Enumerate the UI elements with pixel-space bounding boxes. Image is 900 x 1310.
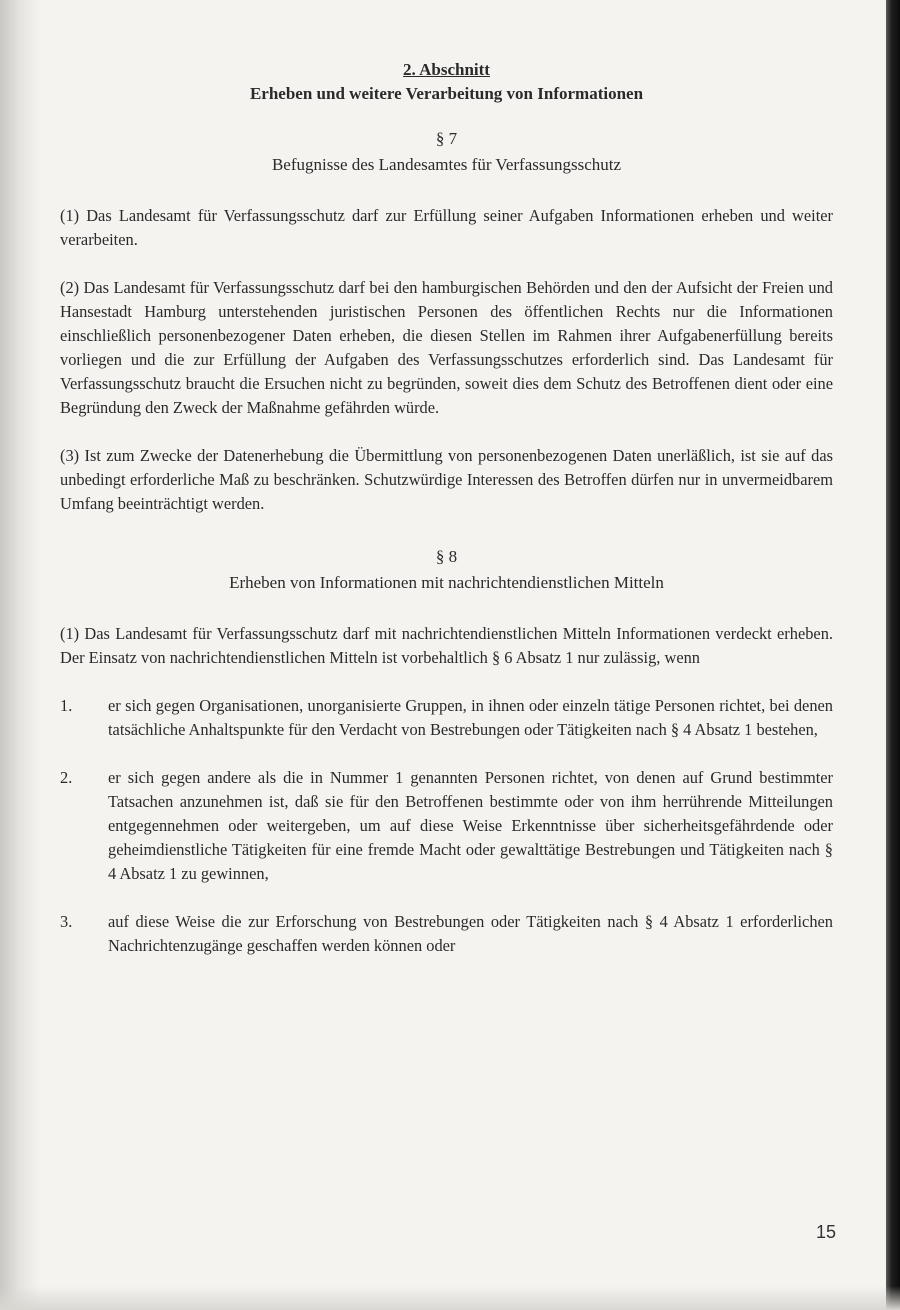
list-item xyxy=(60,766,833,886)
paragraph-7-absatz-3: (3) Ist zum Zwecke der Datenerhebung die Übermittlung von personenbezogenen Daten unerläßlich, ist sie auf das unbedingt erforderliche Maß zu beschränken. Schutzwürdige Interessen des Betroffen dürfen nur in unvermeidbarem Umfang beeinträchtigt werden. xyxy=(60,446,833,513)
paragraph-8-absatz-1: (1) Das Landesamt für Verfassungsschutz darf mit nachrichtendienstlichen Mitteln Informationen verdeckt erheben. Der Einsatz von nachrichtendienstlichen Mitteln ist vorbehaltlich § 6 Absatz 1 nur zulässig, wenn xyxy=(60,624,833,667)
paragraph-7-heading xyxy=(60,126,833,178)
section-title: Erheben und weitere Verarbeitung von Informationen xyxy=(249,84,644,103)
page-number: 15 xyxy=(815,1222,836,1242)
paragraph-8-title: Erheben von Informationen mit nachrichtendienstlichen Mitteln xyxy=(229,573,664,592)
list-item-number: 1. xyxy=(60,696,73,715)
page-bottom-shadow xyxy=(0,1286,900,1310)
paragraph-8-heading xyxy=(60,544,833,596)
paragraph-7-sign: § 7 xyxy=(435,129,458,148)
document-page xyxy=(60,58,833,958)
page-spine-shadow xyxy=(0,0,40,1310)
section-heading xyxy=(60,58,833,106)
paragraph-7-title: Befugnisse des Landesamtes für Verfassungsschutz xyxy=(271,155,622,174)
list-item-text: er sich gegen Organisationen, unorganisierte Gruppen, in ihnen oder einzeln tätige Personen richtet, bei denen tatsächliche Anhaltspunkte für den Verdacht von Bestrebungen oder Tätigkeiten nach § 4 Absatz 1 bestehen, xyxy=(108,696,833,739)
list-item-number: 3. xyxy=(60,912,73,931)
list-item-text: auf diese Weise die zur Erforschung von Bestrebungen oder Tätigkeiten nach § 4 Absatz 1 erforderlichen Nachrichtenzugänge geschaffen werden können oder xyxy=(108,912,833,955)
paragraph-8-sign: § 8 xyxy=(435,547,458,566)
list-item-text: er sich gegen andere als die in Nummer 1 genannten Personen richtet, von denen auf Grund bestimmter Tatsachen anzunehmen ist, daß sie für den Betroffenen bestimmte oder von ihm herrührende Mitteilungen entgegennehmen oder weitergeben, um auf diese Weise Erkenntnisse über sicherheitsgefährdende oder geheimdienstliche Tätigkeiten für eine fremde Macht oder gewalttätige Bestrebungen und Tätigkeiten nach § 4 Absatz 1 zu gewinnen, xyxy=(108,768,833,883)
page-edge-right xyxy=(886,0,900,1310)
list-item xyxy=(60,694,833,742)
list-item-number: 2. xyxy=(60,768,73,787)
list-item xyxy=(60,910,833,958)
paragraph-7-absatz-1: (1) Das Landesamt für Verfassungsschutz darf zur Erfüllung seiner Aufgaben Informationen erheben und weiter verarbeiten. xyxy=(60,206,833,249)
condition-list xyxy=(60,694,833,958)
section-number: 2. Abschnitt xyxy=(403,60,490,79)
paragraph-7-absatz-2: (2) Das Landesamt für Verfassungsschutz darf bei den hamburgischen Behörden und den der Aufsicht der Freien und Hansestadt Hamburg unterstehenden juristischen Personen des öffentlichen Rechts nur die Informationen einschließlich personenbezogener Daten erheben, die diesen Stellen im Rahmen ihrer Aufgabenerfüllung bereits vorliegen und die zur Erfüllung der Aufgaben des Verfassungsschutzes erforderlich sind. Das Landesamt für Verfassungsschutz braucht die Ersuchen nicht zu begründen, soweit dies dem Schutz des Betroffenen dient oder eine Begründung den Zweck der Maßnahme gefährden würde. xyxy=(60,278,833,417)
